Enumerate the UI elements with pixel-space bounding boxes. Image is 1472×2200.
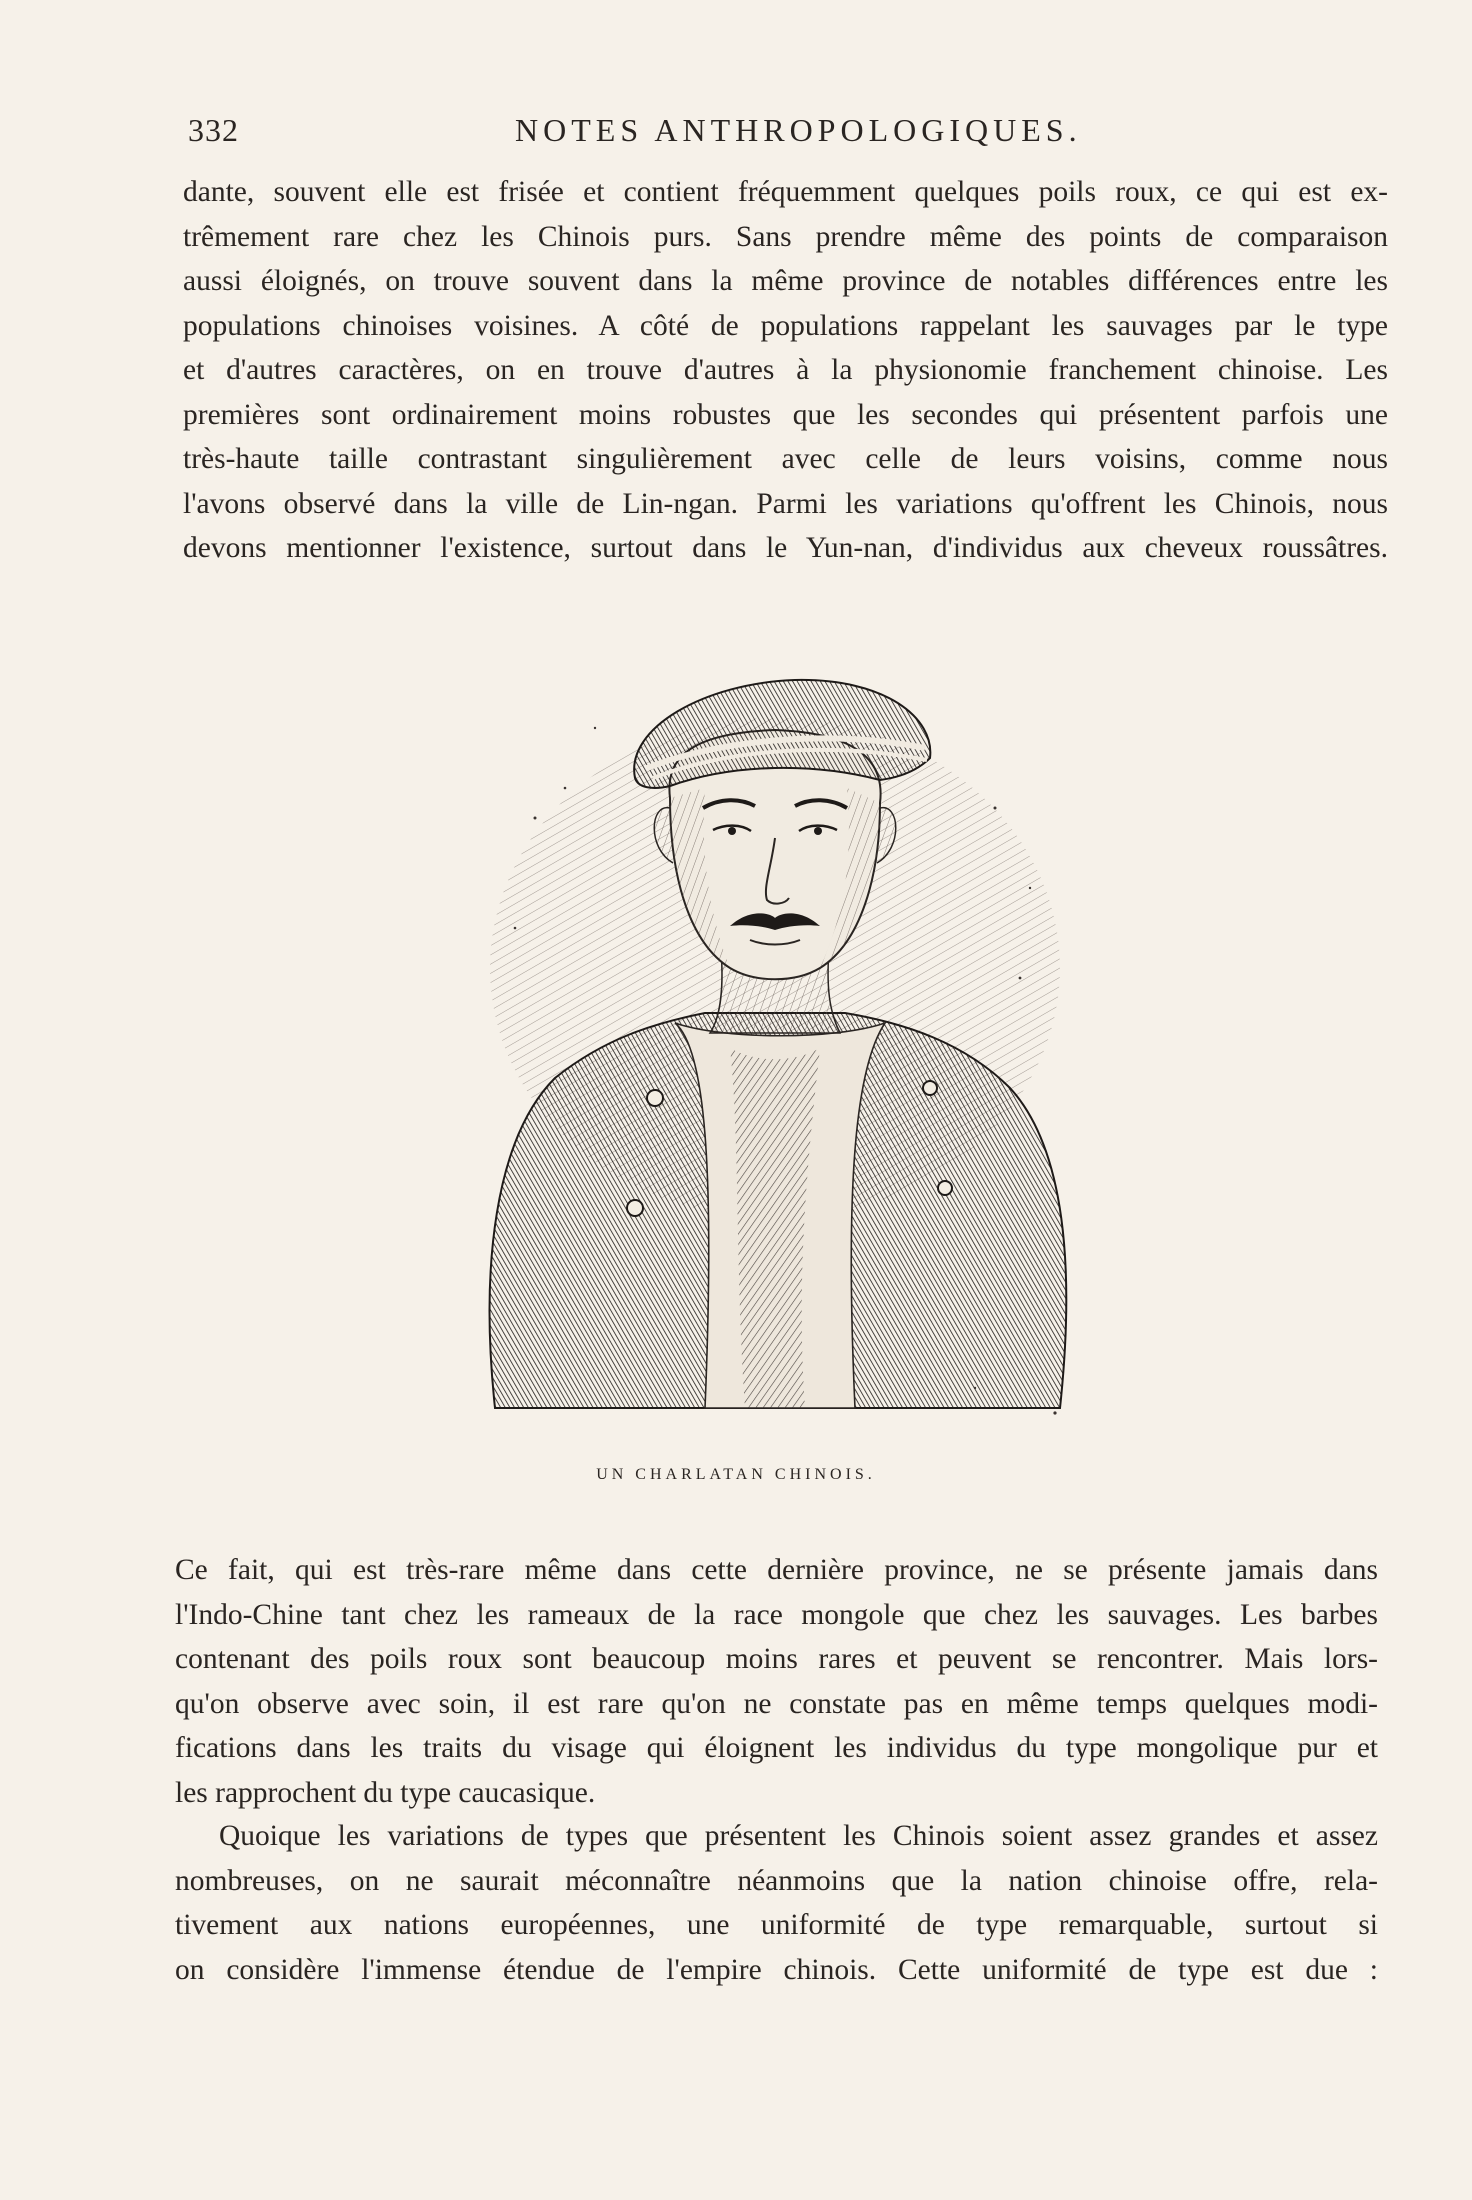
text-line: aussi éloignés, on trouve souvent dans la même province de notables différences entre les: [183, 265, 1388, 297]
text-line: populations chinoises voisines. A côté de populations rappelant les sauvages par le type: [183, 309, 1388, 342]
text-line: fications dans les traits du visage qui éloignent les individus du type mongolique pur et: [175, 1732, 1378, 1764]
text-line: tivement aux nations européennes, une uniformité de type remarquable, surtout si: [175, 1909, 1378, 1941]
portrait-illustration: [475, 668, 1080, 1433]
page-number: 332: [188, 112, 239, 148]
text-line: devons mentionner l'existence, surtout dans le Yun-nan, d'individus aux cheveux roussâtres.: [183, 532, 1388, 564]
text-line: qu'on observe avec soin, il est rare qu'on ne constate pas en même temps quelques modi-: [175, 1687, 1378, 1720]
text-line: l'Indo-Chine tant chez les rameaux de la race mongole que chez les sauvages. Les barbes: [175, 1598, 1378, 1631]
paragraph-3: [175, 1814, 1378, 1992]
paragraph-1: [183, 170, 1388, 571]
text-line: nombreuses, on ne saurait méconnaître néanmoins que la nation chinoise offre, rela-: [175, 1864, 1378, 1897]
paragraph-2: [175, 1548, 1378, 1815]
figure-caption: UN CHARLATAN CHINOIS.: [596, 1466, 876, 1483]
text-line: contenant des poils roux sont beaucoup moins rares et peuvent se rencontrer. Mais lors-: [175, 1643, 1378, 1675]
text-line: Ce fait, qui est très-rare même dans cette dernière province, ne se présente jamais dans: [175, 1554, 1378, 1586]
text-line: l'avons observé dans la ville de Lin-ngan. Parmi les variations qu'offrent les Chinois, nous: [183, 487, 1388, 520]
text-line: les rapprochent du type caucasique.: [175, 1776, 596, 1809]
text-line: très-haute taille contrastant singulièrement avec celle de leurs voisins, comme nous: [183, 443, 1388, 475]
text-line: et d'autres caractères, on en trouve d'autres à la physionomie franchement chinoise. Les: [183, 354, 1388, 386]
text-line: trêmement rare chez les Chinois purs. Sans prendre même des points de comparaison: [183, 220, 1388, 253]
text-line: on considère l'immense étendue de l'empire chinois. Cette uniformité de type est due :: [175, 1953, 1378, 1986]
running-title: NOTES ANTHROPOLOGIQUES.: [515, 112, 1082, 148]
text-line: dante, souvent elle est frisée et contient fréquemment quelques poils roux, ce qui est ex-: [183, 176, 1388, 208]
text-line: premières sont ordinairement moins robustes que les secondes qui présentent parfois une: [183, 398, 1388, 431]
portrait-engraving: [475, 668, 1080, 1433]
running-head: [180, 112, 1385, 156]
text-line: Quoique les variations de types que présentent les Chinois soient assez grandes et assez: [219, 1820, 1378, 1852]
